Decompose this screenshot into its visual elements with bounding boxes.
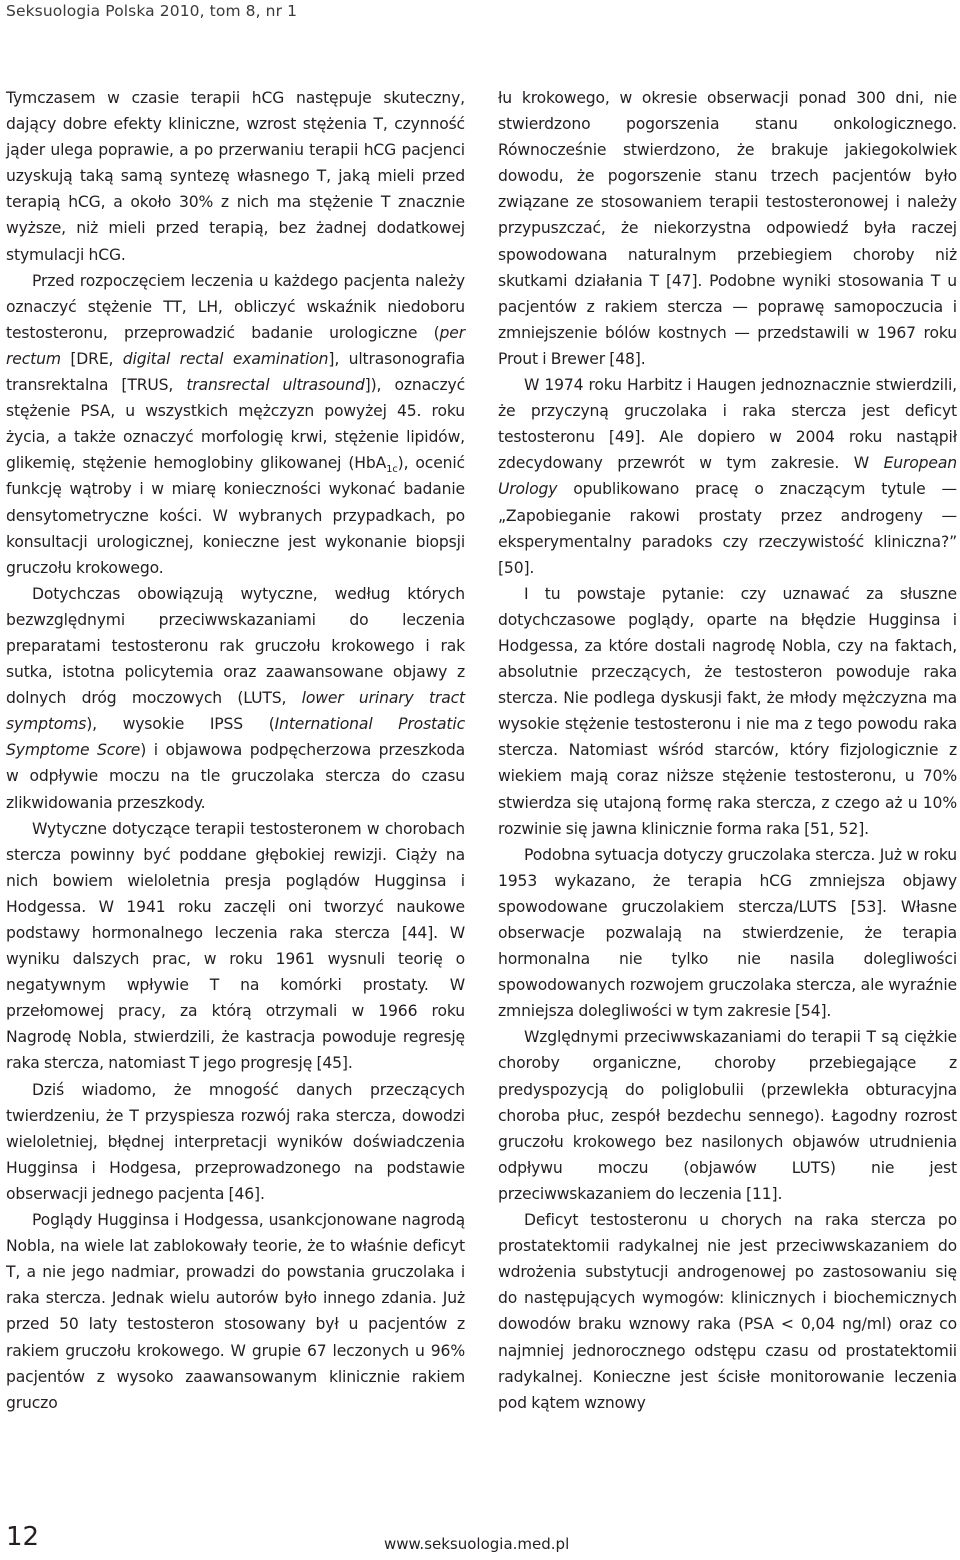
paragraph: Tymczasem w czasie terapii hCG następuje skuteczny, dający dobre efekty kliniczne, wzrost stężenia T, czynność jąder ulega poprawie, a po przerwaniu terapii hCG pacjenci uzyskują taką samą syntezę własnego T, jaką mieli przed terapią hCG, a około 30% z nich ma stężenie T znacznie wyższe, niż mieli przed terapią, bez żadnej dodatkowej stymulacji hCG. [6,89,465,264]
paragraph: Dotychczas obowiązują wytyczne, według których bezwzględnymi przeciwwskazaniami do leczenia preparatami testosteronu rak gruczołu krokowego i rak sutka, istotna policytemia oraz zaawansowane objawy z dolnych dróg moczowych (LUTS, lower urinary tract symptoms), wysokie IPSS (International Prostatic Symptome Score) i objawowa podpęcherzowa przeszkoda w odpływie moczu na tle gruczolaka stercza do czasu zlikwidowania przeszkody. [6,584,465,812]
paragraph: Podobna sytuacja dotyczy gruczolaka stercza. Już w roku 1953 wykazano, że terapia hCG zmniejsza objawy spowodowane gruczolakiem stercza/LUTS [53]. Własne obserwacje pozwalają na stwierdzenie, że terapia hormonalna nie tylko nie nasila dolegliwości spowodowanych rozwojem gruczolaka stercza, ale wyraźnie zmniejsza dolegliwości w tym zakresie [54]. [498,845,957,1021]
paragraph: Dziś wiadomo, że mnogość danych przeczących twierdzeniu, że T przyspiesza rozwój raka stercza, dowodzi wieloletniej, błędnej interpretacji wyników doświadczenia Hugginsa i Hodgesa, przeprowadzonego na podstawie obserwacji jednego pacjenta [46]. [6,1080,465,1203]
right-column [498,85,957,1416]
paragraph: Deficyt testosteronu u chorych na raka stercza po prostatektomii radykalnej nie jest przeciwwskazaniem do wdrożenia substytucji androgenowej po zastosowaniu się do następujących wymogów: klinicznych i biochemicznych dowodów braku wznowy raka (PSA < 0,04 ng/ml) oraz co najmniej jednorocznego odstępu czasu od prostatektomii radykalnej. Konieczne jest ścisłe monitorowanie leczenia pod kątem wznowy [498,1211,957,1412]
page-number: 12 [6,1522,40,1552]
left-column [6,85,465,1416]
paragraph: Poglądy Hugginsa i Hodgessa, usankcjonowane nagrodą Nobla, na wiele lat zablokowały teorie, że to właśnie deficyt T, a nie jego nadmiar, prowadzi do powstania gruczolaka i raka stercza. Jednak wielu autorów było innego zdania. Już przed 50 laty testosteron stosowany był u pacjentów z rakiem gruczołu krokowego. W grupie 67 leczonych u 96% pacjentów z wysoko zaawansowanym klinicznie rakiem gruczo [6,1211,465,1412]
paragraph: Przed rozpoczęciem leczenia u każdego pacjenta należy oznaczyć stężenie TT, LH, obliczyć wskaźnik niedoboru testosteronu, przeprowadzić badanie urologiczne (per rectum [DRE, digital rectal examination], ultrasonografia transrektalna [TRUS, transrectal ultrasound]), oznaczyć stężenie PSA, u wszystkich mężczyzn powyżej 45. roku życia, a także oznaczyć morfologię krwi, stężenie lipidów, glikemię, stężenie hemoglobiny glikowanej (HbA$_{1c}$), ocenić funkcję wątroby i w miarę konieczności wykonać badanie densytometryczne kości. W wybranych przypadkach, po konsultacji urologicznej, konieczne jest wykonanie biopsji gruczołu krokowego. [6,271,466,577]
paragraph: Względnymi przeciwwskazaniami do terapii T są ciężkie choroby organiczne, choroby przebiegające z predyspozycją do poliglobulii (przewlekła obturacyjna choroba płuc, zespół bezdechu sennego). Łagodny rozrost gruczołu krokowego bez nasilonych objawów utrudnienia odpływu moczu (objawów LUTS) nie jest przeciwwskazaniem do leczenia [11]. [498,1028,957,1203]
paragraph: I tu powstaje pytanie: czy uznawać za słuszne dotychczasowe poglądy, oparte na błędzie Hugginsa i Hodgessa, za które dostali nagrodę Nobla, czy na faktach, absolutnie przeczących, że testosteron powoduje raka stercza. Nie podlega dyskusji fakt, że młody mężczyzna ma wysokie stężenie testosteronu i nie ma z tego powodu raka stercza. Natomiast wśród starców, który fizjologicznie z wiekiem mają coraz niższe stężenie testosteronu, u 70% stwierdza się utajoną formę raka stercza, z czego aż u 10% rozwinie się jawna klinicznie forma raka [51, 52]. [498,584,957,838]
paragraph: łu krokowego, w okresie obserwacji ponad 300 dni, nie stwierdzono pogorszenia stanu onkologicznego. Równocześnie stwierdzono, że brakuje jakiegokolwiek dowodu, że pogorszenie stanu trzech pacjentów było związane ze stosowaniem terapii testosteronowej i należy przypuszczać, że niekorzystna odpowiedź była raczej spowodowana naturalnym przebiegiem choroby niż skutkami działania T [47]. Podobne wyniki stosowania T u pacjentów z rakiem stercza — poprawę samopoczucia i zmniejszenie bólów kostnych — przedstawili w 1967 roku Prout i Brewer [48]. [498,89,957,368]
paragraph: W 1974 roku Harbitz i Haugen jednoznacznie stwierdzili, że przyczyną gruczolaka i raka stercza jest deficyt testosteronu [49]. Ale dopiero w 2004 roku nastąpił zdecydowany przewrót w tym zakresie. W European Urology opublikowano pracę o znaczącym tytule — „Zapobieganie rakowi prostaty przez androgeny — eksperymentalny paradoks czy rzeczywistość kliniczna?” [50]. [498,376,957,577]
running-head: Seksuologia Polska 2010, tom 8, nr 1 [6,2,298,20]
footer-url: www.seksuologia.med.pl [384,1535,570,1553]
paragraph: Wytyczne dotyczące terapii testosteronem w chorobach stercza powinny być poddane głębokiej rewizji. Ciąży na nich bowiem wieloletnia presja poglądów Hugginsa i Hodgessa. W 1941 roku zaczęli oni tworzyć naukowe podstawy hormonalnego leczenia raka stercza [44]. W wyniku dalszych prac, w roku 1961 wysnuli teorię o negatywnym wpływie T na komórki prostaty. W przełomowej pracy, za którą otrzymali w 1966 roku Nagrodę Nobla, stwierdzili, że kastracja powoduje regresję raka stercza, natomiast T jego progresję [45]. [6,819,465,1073]
